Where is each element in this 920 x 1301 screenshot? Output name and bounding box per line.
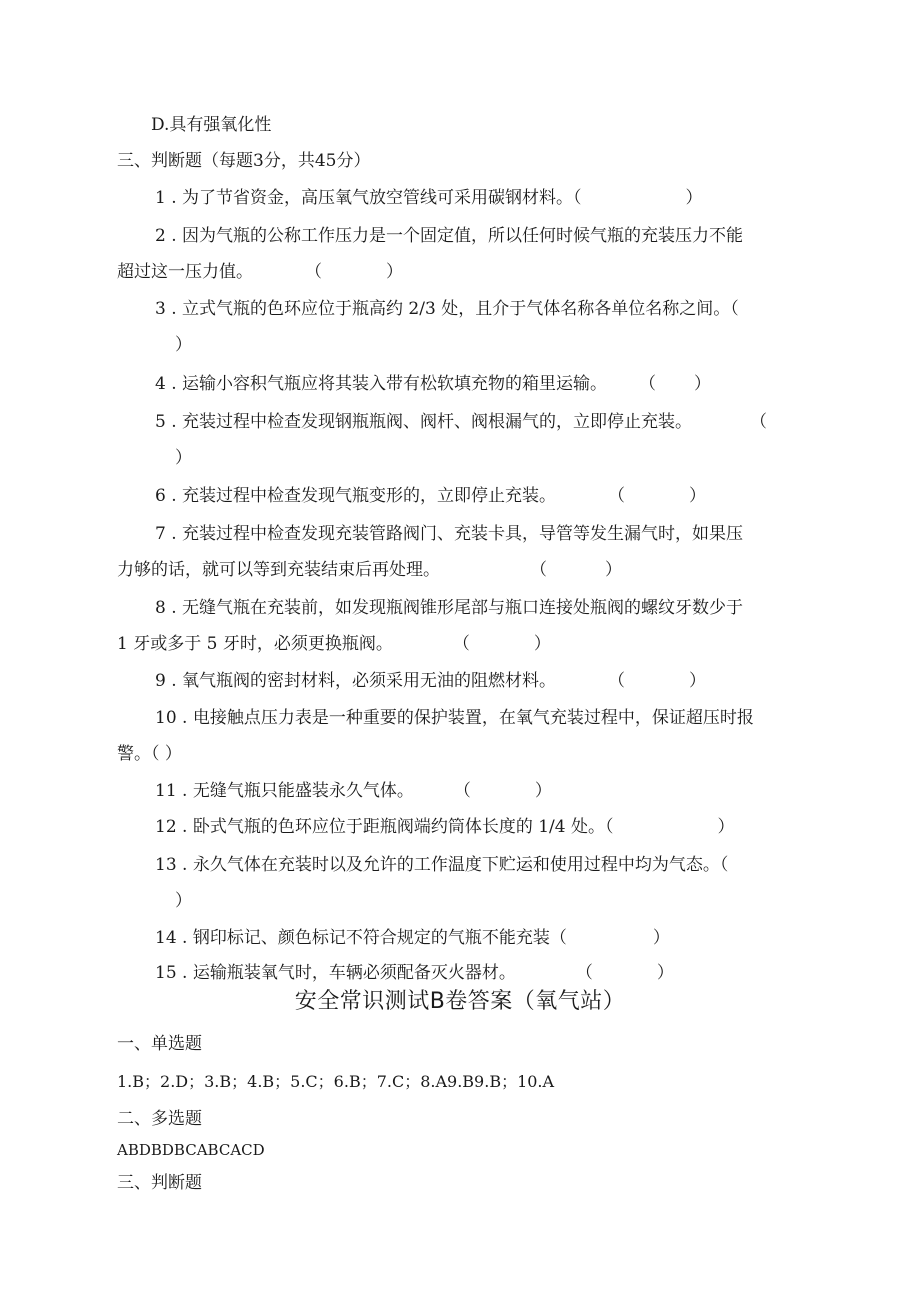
question-15: 15 . 运输瓶装氧气时，车辆必须配备灭火器材。 （ ）	[155, 963, 674, 983]
question-3: 3 . 立式气瓶的色环应位于瓶高约 2/3 处，且介于气体名称各单位名称之间。（	[155, 299, 739, 319]
question-1: 1 . 为了节省资金，高压氧气放空管线可采用碳钢材料。（ ）	[155, 188, 703, 208]
question-11: 11 . 无缝气瓶只能盛装永久气体。 （ ）	[155, 781, 552, 801]
question-3-cont: ）	[175, 335, 192, 355]
question-7-cont: 力够的话，就可以等到充装结束后再处理。 （ ）	[117, 560, 622, 580]
answer-single-list: 1.B；2.D；3.B；4.B；5.C；6.B；7.C；8.A9.B9.B；10.A	[117, 1072, 555, 1091]
question-8-cont: 1 牙或多于 5 牙时，必须更换瓶阀。 （ ）	[117, 634, 551, 654]
question-5-cont: ）	[175, 448, 192, 468]
question-14: 14 . 钢印标记、颜色标记不符合规定的气瓶不能充装（ ）	[155, 928, 670, 948]
section-heading-judge: 三、判断题（每题3分，共45分）	[117, 151, 371, 171]
question-9: 9 . 氧气瓶阀的密封材料，必须采用无油的阻燃材料。 （ ）	[155, 671, 707, 691]
answer-key-title: 安全常识测试B卷答案（氧气站）	[294, 989, 626, 1014]
question-13: 13 . 永久气体在充装时以及允许的工作温度下贮运和使用过程中均为气态。（	[155, 855, 729, 875]
question-13-cont: ）	[175, 891, 192, 911]
previous-option-d: D.具有强氧化性	[151, 115, 272, 135]
question-6: 6 . 充装过程中检查发现气瓶变形的，立即停止充装。 （ ）	[155, 486, 707, 506]
question-12: 12 . 卧式气瓶的色环应位于距瓶阀端约筒体长度的 1/4 处。（ ）	[155, 817, 735, 837]
question-8: 8 . 无缝气瓶在充装前，如发现瓶阀锥形尾部与瓶口连接处瓶阀的螺纹牙数少于	[155, 598, 744, 618]
question-2-cont: 超过这一压力值。 （ ）	[117, 262, 403, 282]
question-5: 5 . 充装过程中检查发现钢瓶瓶阀、阀杆、阀根漏气的，立即停止充装。 （	[155, 412, 768, 432]
answer-multi-list: ABDBDBCABCACD	[117, 1141, 265, 1159]
question-7: 7 . 充装过程中检查发现充装管路阀门、充装卡具，导管等发生漏气时，如果压	[155, 524, 744, 544]
answer-judge-heading: 三、判断题	[117, 1173, 202, 1193]
answer-multi-heading: 二、多选题	[117, 1109, 202, 1129]
question-2: 2 . 因为气瓶的公称工作压力是一个固定值，所以任何时候气瓶的充装压力不能	[155, 226, 744, 246]
answer-single-heading: 一、单选题	[117, 1034, 202, 1054]
question-10-cont: 警。（ ）	[117, 744, 182, 764]
question-4: 4 . 运输小容积气瓶应将其装入带有松软填充物的箱里运输。 （ ）	[155, 374, 712, 394]
question-10: 10 . 电接触点压力表是一种重要的保护装置，在氧气充装过程中，保证超压时报	[155, 708, 754, 728]
